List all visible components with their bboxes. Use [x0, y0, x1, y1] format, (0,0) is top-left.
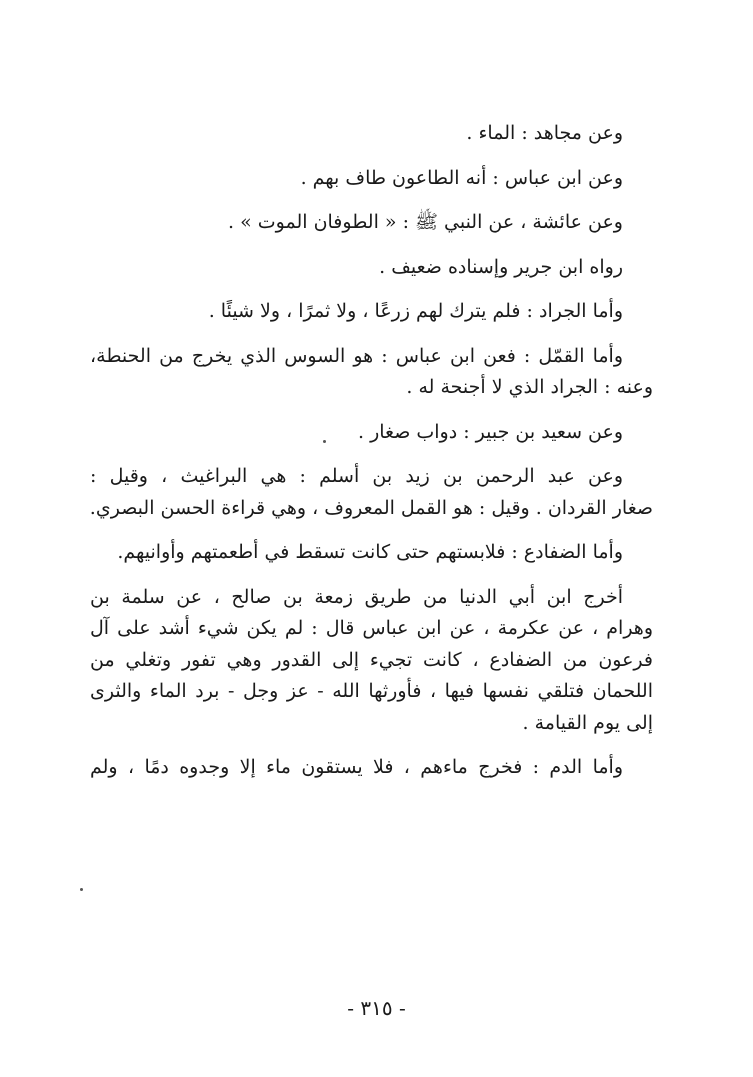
paragraph-narration-note — [90, 252, 623, 284]
scan-speck — [323, 440, 326, 443]
paragraph-aisha-hadith — [90, 207, 623, 239]
text-line: وعنه : الجراد الذي لا أجنحة له . — [406, 376, 653, 398]
paragraph-mujahid — [90, 118, 623, 150]
paragraph-frogs — [90, 537, 623, 569]
text-line: وعن عبد الرحمن بن زيد بن أسلم : هي البراغيث ، وقيل : — [90, 465, 623, 487]
text-line: إلى يوم القيامة . — [522, 711, 653, 734]
text-line: وعن عائشة ، عن النبي ﷺ : « الطوفان الموت » . — [228, 211, 623, 233]
text-line: رواه ابن جرير وإسناده ضعيف . — [379, 255, 623, 278]
paragraph-abdulrahman — [89, 461, 653, 524]
paragraph-said-ibn-jubayr — [90, 417, 623, 449]
paragraph-locusts — [90, 296, 623, 328]
paragraph-ibn-abi-dunya — [90, 582, 653, 740]
text-line: وأما الضفادع : فلابستهم حتى كانت تسقط في أطعمتهم وأوانيهم. — [117, 541, 623, 563]
paragraph-blood — [90, 752, 623, 784]
paragraph-lice — [90, 341, 653, 404]
text-line: اللحمان فتلقي نفسها فيها ، فأورثها الله - عز وجل - برد الماء والثرى — [90, 680, 653, 702]
text-line: وأما الدم : فخرج ماءهم ، فلا يستقون ماء إلا وجدوه دمًا ، ولم — [90, 756, 623, 778]
text-line: وعن سعيد بن جبير : دواب صغار . — [358, 420, 623, 443]
text-line: وأما الجراد : فلم يترك لهم زرعًا ، ولا ثمرًا ، ولا شيئًا . — [208, 300, 623, 322]
text-line: وأما القمّل : فعن ابن عباس : هو السوس الذي يخرج من الحنطة، — [90, 344, 623, 367]
text-line: أخرج ابن أبي الدنيا من طريق زمعة بن صالح ، عن سلمة بن — [90, 585, 623, 608]
text-line: وهرام ، عن عكرمة ، عن ابن عباس قال : لم يكن شيء أشد على آل — [90, 617, 653, 639]
text-line: صغار القردان . وقيل : هو القمل المعروف ، وهي قراءة الحسن البصري. — [89, 496, 653, 519]
scan-speck — [80, 888, 83, 891]
text-line: فرعون من الضفادع ، كانت تجيء إلى القدور وهي تفور وتغلي من — [90, 648, 653, 671]
text-line: وعن مجاهد : الماء . — [466, 122, 623, 144]
page-number: - ٣١٥ - — [347, 996, 406, 1020]
paragraph-ibn-abbas-plague — [90, 163, 623, 195]
text-line: وعن ابن عباس : أنه الطاعون طاف بهم . — [300, 166, 623, 189]
page-text-body — [89, 118, 653, 797]
